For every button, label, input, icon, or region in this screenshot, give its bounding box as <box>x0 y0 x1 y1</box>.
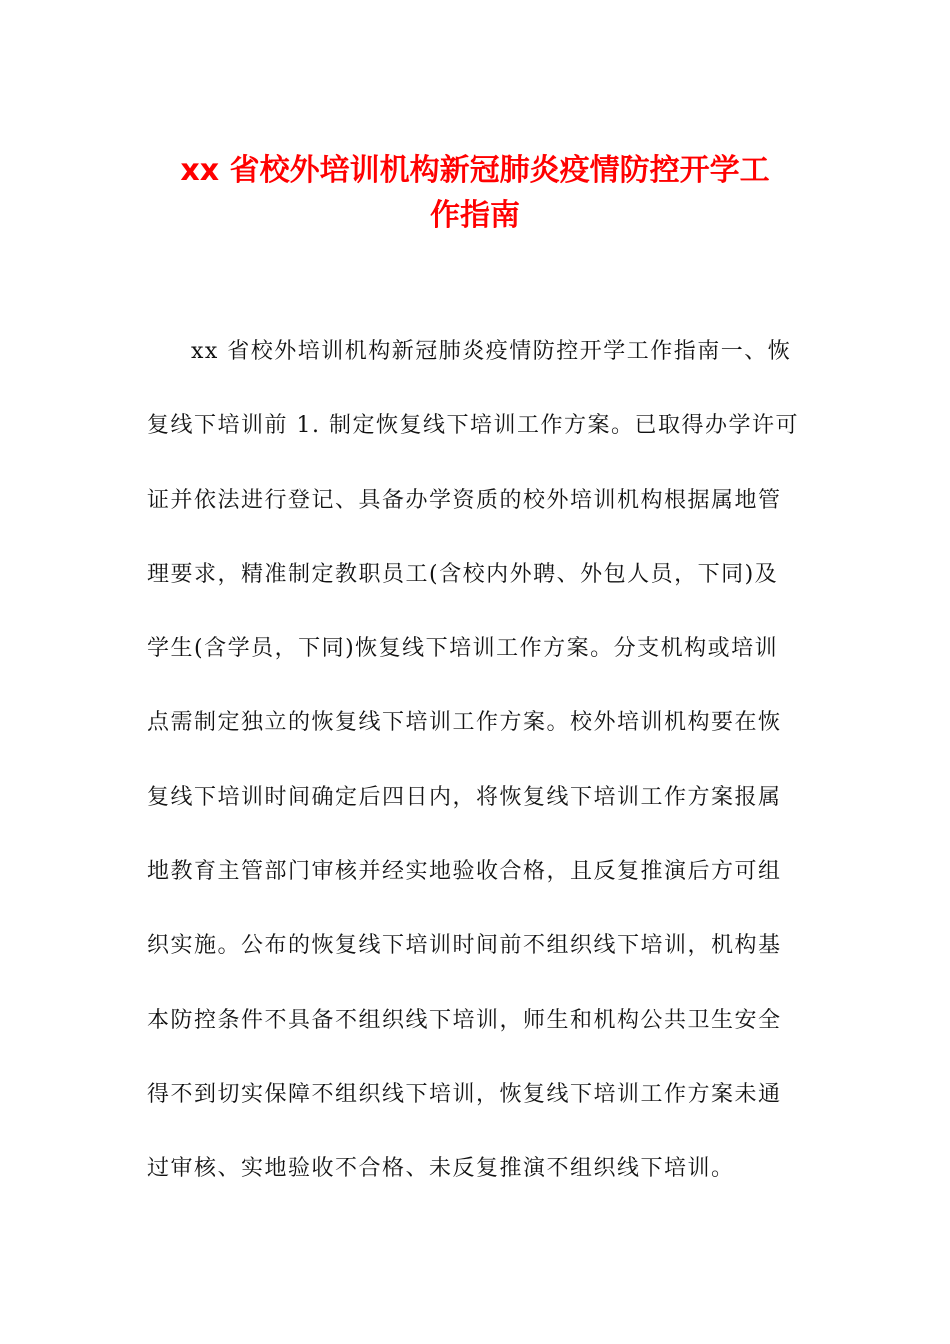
document-body <box>147 330 807 1222</box>
title-line: 作指南 <box>430 198 520 233</box>
body-line: xx 省校外培训机构新冠肺炎疫情防控开学工作指南一、恢 <box>191 339 792 364</box>
body-line: 本防控条件不具备不组织线下培训，师生和机构公共卫生安全 <box>147 1007 782 1033</box>
body-line: 理要求，精准制定教职员工(含校内外聘、外包人员，下同)及 <box>147 561 779 587</box>
body-line: 织实施。公布的恢复线下培训时间前不组织线下培训，机构基 <box>147 933 782 959</box>
body-line: 过审核、实地验收不合格、未反复推演不组织线下培训。 <box>147 1156 735 1182</box>
body-line: 得不到切实保障不组织线下培训，恢复线下培训工作方案未通 <box>147 1081 782 1107</box>
body-line: 复线下培训前 1. 制定恢复线下培训工作方案。已取得办学许可 <box>147 413 799 439</box>
body-line: 复线下培训时间确定后四日内，将恢复线下培训工作方案报属 <box>147 784 782 810</box>
body-line: 地教育主管部门审核并经实地验收合格，且反复推演后方可组 <box>147 859 782 885</box>
body-line: 学生(含学员，下同)恢复线下培训工作方案。分支机构或培训 <box>147 636 779 662</box>
title-line: xx 省校外培训机构新冠肺炎疫情防控开学工 <box>180 153 770 188</box>
body-line: 证并依法进行登记、具备办学资质的校外培训机构根据属地管 <box>147 487 782 513</box>
document-title <box>140 148 810 238</box>
body-line: 点需制定独立的恢复线下培训工作方案。校外培训机构要在恢 <box>147 710 782 736</box>
